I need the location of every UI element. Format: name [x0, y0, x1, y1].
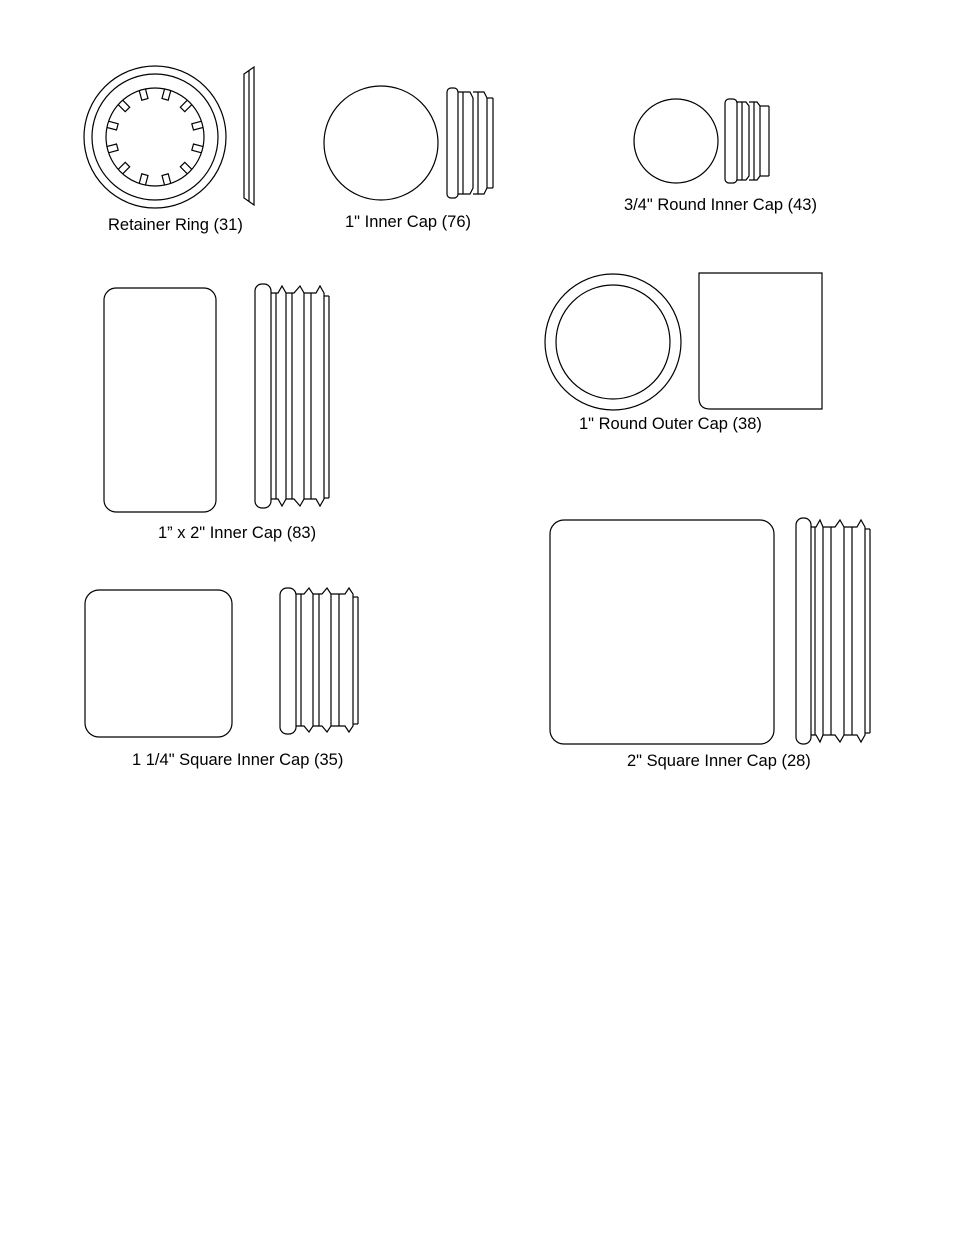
retainer-ring-label: Retainer Ring (31) [108, 216, 243, 234]
square-inner-cap-2in-label: 2" Square Inner Cap (28) [627, 752, 811, 770]
round-outer-cap-1in-front-view [545, 274, 681, 410]
round-inner-cap-3-4in-side-view [725, 99, 769, 183]
inner-cap-1x2in-side-view [255, 284, 329, 508]
retainer-ring-tab [180, 100, 192, 112]
round-inner-cap-3-4in-front-view [634, 99, 718, 183]
retainer-ring-front-view [84, 66, 226, 208]
square-inner-cap-1-1-4in-front-view [85, 590, 232, 737]
inner-cap-1in-front-view [324, 86, 438, 200]
retainer-ring-tab [118, 162, 130, 174]
inner-cap-1in-side-view [447, 88, 493, 198]
inner-cap-1x2in-front-view [104, 288, 216, 512]
retainer-ring-side-view [244, 67, 254, 205]
retainer-ring-tab [118, 100, 130, 112]
retainer-ring-tab [180, 162, 192, 174]
round-inner-cap-3-4in-label: 3/4" Round Inner Cap (43) [624, 196, 817, 214]
square-inner-cap-1-1-4in-side-view [280, 588, 358, 734]
square-inner-cap-1-1-4in-label: 1 1/4" Square Inner Cap (35) [132, 751, 344, 769]
square-inner-cap-2in-side-view [796, 518, 870, 744]
square-inner-cap-2in-front-view [550, 520, 774, 744]
inner-cap-1x2in-label: 1” x 2" Inner Cap (83) [158, 524, 317, 542]
round-outer-cap-1in-side-view [699, 273, 822, 409]
inner-cap-1in-label: 1" Inner Cap (76) [345, 213, 472, 231]
round-outer-cap-1in-label: 1" Round Outer Cap (38) [579, 415, 762, 433]
